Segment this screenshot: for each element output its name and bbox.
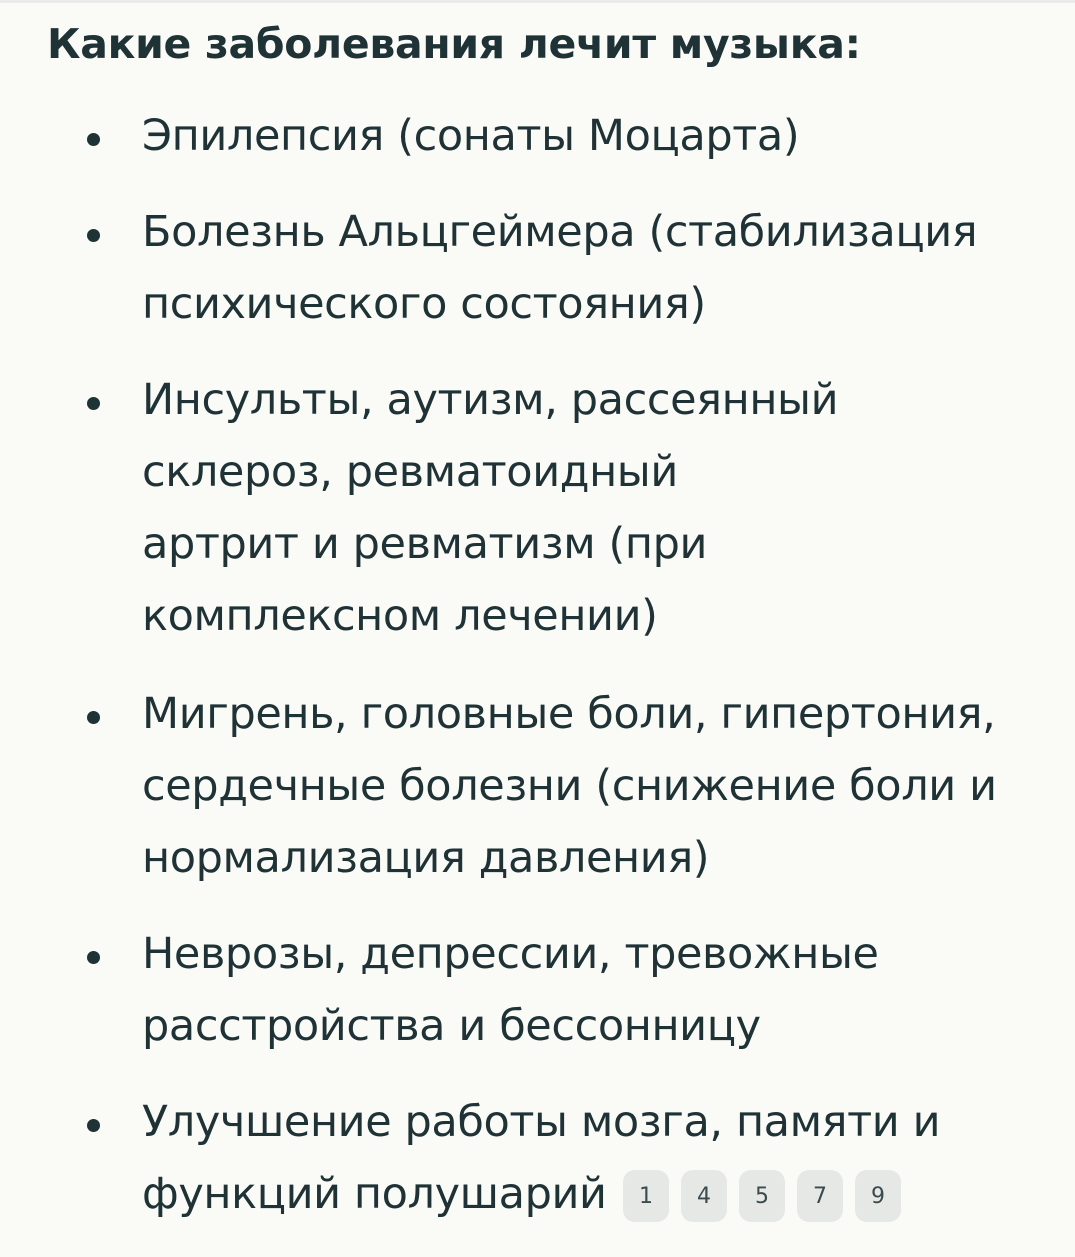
citation-group xyxy=(623,1170,901,1222)
bullet-icon xyxy=(87,133,100,146)
bullet-icon xyxy=(87,397,100,410)
citation-chip[interactable]: 1 xyxy=(623,1170,669,1222)
list-item-text: Мигрень, головные боли, гипертония, сердечные болезни (снижение боли и нормализация давления) xyxy=(142,689,997,883)
citation-chip[interactable]: 9 xyxy=(855,1170,901,1222)
citation-chip[interactable]: 7 xyxy=(797,1170,843,1222)
bullet-icon xyxy=(87,229,100,242)
list-item-text: Инсульты, аутизм, рассеянный склероз, ревматоидный артрит и ревматизм (при комплексном лечении) xyxy=(142,375,839,641)
bullet-icon xyxy=(87,1119,100,1132)
list-item-text: Неврозы, депрессии, тревожные расстройства и бессонницу xyxy=(142,929,879,1051)
citation-chip[interactable]: 5 xyxy=(739,1170,785,1222)
bullet-icon xyxy=(87,951,100,964)
bullet-icon xyxy=(87,711,100,724)
section-heading: Какие заболевания лечит музыка: xyxy=(47,20,861,68)
list-item-text: Эпилепсия (сонаты Моцарта) xyxy=(142,111,800,161)
list-item-text: Улучшение работы мозга, памяти и функций полушарий xyxy=(142,1097,941,1219)
list-item-text: Болезнь Альцгеймера (стабилизация психического состояния) xyxy=(142,207,978,329)
citation-chip[interactable]: 4 xyxy=(681,1170,727,1222)
